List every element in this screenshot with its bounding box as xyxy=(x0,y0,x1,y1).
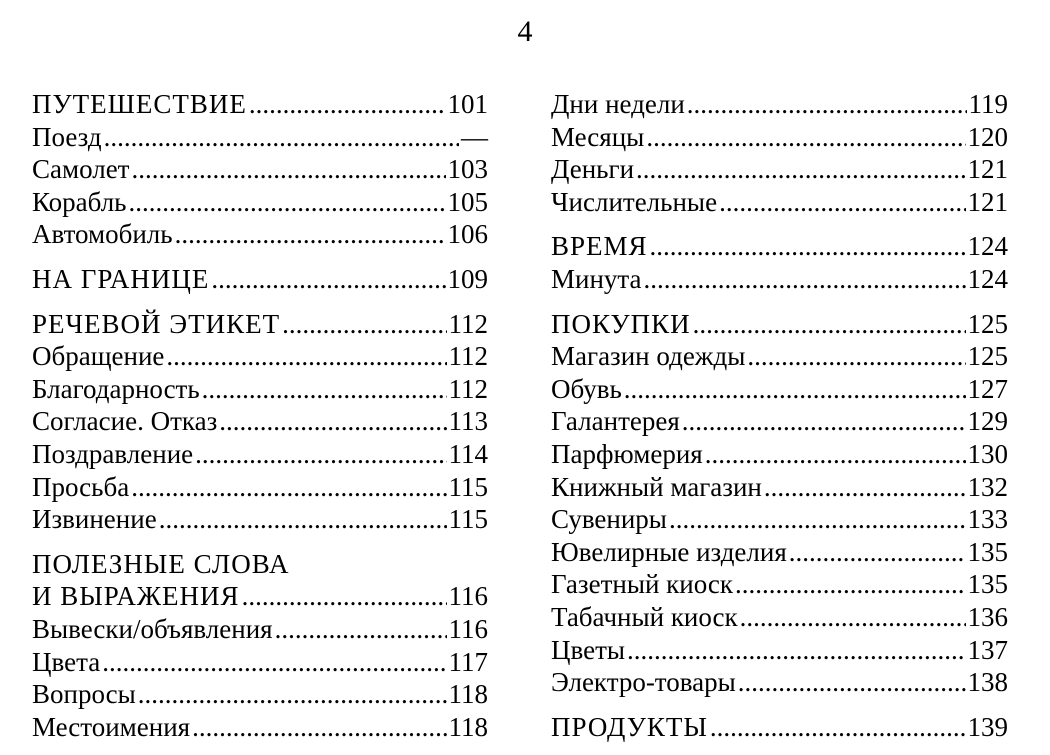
toc-entry-title: РЕЧЕВОЙ ЭТИКЕТ xyxy=(32,308,281,339)
toc-entry-page: 135 xyxy=(967,536,1008,567)
toc-entry xyxy=(32,405,488,438)
toc-entry-title: Корабль xyxy=(32,186,127,217)
toc-entry-title: ПУТЕШЕСТВИЕ xyxy=(32,89,247,119)
toc-left-column xyxy=(32,88,488,743)
toc-entry-title: Деньги xyxy=(551,154,635,185)
toc-entry-title: Вопросы xyxy=(32,679,136,710)
toc-entry-page: 132 xyxy=(967,471,1008,502)
toc-entry-title: И ВЫРАЖЕНИЯ xyxy=(32,581,240,612)
toc-section-heading xyxy=(32,88,488,121)
dot-leader xyxy=(687,88,967,121)
dot-leader xyxy=(282,308,446,341)
toc-section-heading xyxy=(551,308,1008,341)
toc-entry-page: 139 xyxy=(967,711,1008,742)
toc-entry-page: 113 xyxy=(448,406,488,437)
dot-leader xyxy=(646,121,965,154)
toc-entry-page: 112 xyxy=(448,373,488,404)
toc-entry xyxy=(551,568,1008,601)
toc-entry-title: Обращение xyxy=(32,341,165,372)
dot-leader xyxy=(705,438,966,471)
toc-entry-page: 112 xyxy=(448,341,488,372)
dot-leader xyxy=(710,711,966,744)
toc-entry xyxy=(551,471,1008,504)
dot-leader xyxy=(175,218,446,251)
dot-leader xyxy=(650,230,966,263)
toc-entry xyxy=(551,340,1008,373)
toc-entry xyxy=(32,503,488,536)
toc-entry xyxy=(551,503,1008,536)
dot-leader xyxy=(131,471,446,504)
toc-heading-line2 xyxy=(32,580,488,613)
toc-entry xyxy=(551,153,1008,186)
toc-entry-page: 103 xyxy=(447,154,488,185)
dot-leader xyxy=(195,438,446,471)
toc-entry xyxy=(551,634,1008,667)
toc-entry xyxy=(32,471,488,504)
toc-entry xyxy=(551,263,1008,296)
toc-entry-title: НА ГРАНИЦЕ xyxy=(32,263,210,294)
dot-leader xyxy=(275,613,447,646)
toc-section-heading xyxy=(32,263,488,296)
toc-entry xyxy=(32,438,488,471)
toc-entry-title: Дни недели xyxy=(551,89,685,119)
dot-leader xyxy=(624,373,966,406)
toc-entry-title: Книжный магазин xyxy=(551,471,762,502)
toc-entry-page: 137 xyxy=(967,634,1008,665)
toc-entry-page: 130 xyxy=(967,438,1008,469)
toc-entry-page: 115 xyxy=(448,471,488,502)
toc-entry-title: Парфюмерия xyxy=(551,438,703,469)
dot-leader xyxy=(740,601,966,634)
toc-entry-title: Поезд xyxy=(32,121,102,152)
toc-entry-title: Местоимения xyxy=(32,711,191,742)
toc-entry-title: Цветы xyxy=(551,634,626,665)
dot-leader xyxy=(166,340,446,373)
dot-leader xyxy=(636,153,965,186)
toc-entry xyxy=(551,666,1008,699)
toc-entry-page: 101 xyxy=(447,89,488,119)
toc-entry-page: 135 xyxy=(967,569,1008,600)
toc-heading-line1: ПОЛЕЗНЫЕ СЛОВА xyxy=(32,548,290,579)
toc-section-heading xyxy=(551,711,1008,744)
dot-leader xyxy=(249,88,446,121)
toc-entry xyxy=(551,405,1008,438)
toc-entry-page: 138 xyxy=(967,667,1008,698)
toc-entry-page: — xyxy=(461,121,488,152)
toc-entry-title: Просьба xyxy=(32,471,130,502)
toc-entry-title: Электро-товары xyxy=(551,667,736,698)
dot-leader xyxy=(644,263,966,296)
toc-entry-page: 125 xyxy=(967,308,1008,339)
toc-entry-page: 125 xyxy=(967,341,1008,372)
dot-leader xyxy=(747,340,965,373)
toc-entry xyxy=(32,646,488,679)
dot-leader xyxy=(735,568,966,601)
toc-entry xyxy=(551,373,1008,406)
toc-entry-page: 120 xyxy=(967,121,1008,152)
dot-leader xyxy=(219,405,446,438)
toc-entry-title: Благодарность xyxy=(32,373,200,404)
dot-leader xyxy=(202,373,447,406)
toc-entry-page: 114 xyxy=(448,438,488,469)
dot-leader xyxy=(192,711,446,744)
toc-entry-page: 112 xyxy=(448,308,488,339)
toc-entry-title: Самолет xyxy=(32,154,130,185)
dot-leader xyxy=(102,646,446,679)
toc-entry-page: 117 xyxy=(448,646,488,677)
toc-entry-page: 121 xyxy=(967,186,1008,217)
toc-right-column xyxy=(551,88,1008,743)
toc-entry-page: 106 xyxy=(447,219,488,250)
toc-entry-title: ПОКУПКИ xyxy=(551,308,691,339)
toc-entry-page: 118 xyxy=(448,711,488,742)
toc-entry xyxy=(32,678,488,711)
toc-entry-page: 116 xyxy=(448,581,488,612)
toc-entry-title: Обувь xyxy=(551,373,622,404)
toc-entry-page: 116 xyxy=(448,613,488,644)
dot-leader xyxy=(764,471,966,504)
toc-entry xyxy=(32,340,488,373)
toc-entry xyxy=(551,121,1008,154)
toc-entry xyxy=(551,186,1008,219)
toc-entry-title: Газетный киоск xyxy=(551,569,733,600)
dot-leader xyxy=(131,153,445,186)
toc-entry-title: Минута xyxy=(551,263,642,294)
toc-entry-title: Согласие. Отказ xyxy=(32,406,218,437)
dot-leader xyxy=(693,308,966,341)
dot-leader xyxy=(129,186,446,219)
dot-leader xyxy=(738,666,966,699)
toc-entry-title: ПРОДУКТЫ xyxy=(551,711,708,742)
dot-leader xyxy=(104,121,459,154)
toc-entry xyxy=(32,711,488,744)
toc-entry-page: 119 xyxy=(968,89,1008,119)
toc-entry-title: ВРЕМЯ xyxy=(551,231,648,262)
toc-entry-page: 124 xyxy=(967,231,1008,262)
dot-leader xyxy=(627,634,965,667)
toc-entry-page: 133 xyxy=(967,504,1008,535)
toc-entry xyxy=(32,121,488,154)
page-number: 4 xyxy=(517,15,533,48)
toc-entry-title: Магазин одежды xyxy=(551,341,746,372)
toc-entry xyxy=(551,88,1008,121)
dot-leader xyxy=(669,503,966,536)
toc-entry-title: Цвета xyxy=(32,646,101,677)
toc-entry xyxy=(32,613,488,646)
toc-entry xyxy=(32,186,488,219)
toc-entry-page: 105 xyxy=(447,186,488,217)
toc-entry xyxy=(32,373,488,406)
toc-section-heading xyxy=(551,230,1008,263)
toc-entry xyxy=(551,438,1008,471)
toc-entry-page: 136 xyxy=(967,601,1008,632)
toc-entry-title: Месяцы xyxy=(551,121,645,152)
toc-entry-title: Галантерея xyxy=(551,406,680,437)
toc-entry-title: Извинение xyxy=(32,504,157,535)
dot-leader xyxy=(719,186,965,219)
toc-entry-page: 121 xyxy=(967,154,1008,185)
toc-entry xyxy=(32,153,488,186)
dot-leader xyxy=(138,678,447,711)
toc-entry-page: 127 xyxy=(967,373,1008,404)
toc-entry-title: Поздравление xyxy=(32,438,194,469)
toc-entry xyxy=(551,536,1008,569)
toc-entry-title: Вывески/объявления xyxy=(32,613,273,644)
dot-leader xyxy=(682,405,966,438)
toc-section-heading xyxy=(32,548,488,613)
toc-entry-page: 129 xyxy=(967,406,1008,437)
toc-entry-title: Табачный киоск xyxy=(551,601,738,632)
toc-entry-title: Сувениры xyxy=(551,504,667,535)
dot-leader xyxy=(159,503,447,536)
dot-leader xyxy=(789,536,966,569)
toc-entry-title: Ювелирные изделия xyxy=(551,536,787,567)
toc-entry-page: 118 xyxy=(448,679,488,710)
toc-entry-title: Автомобиль xyxy=(32,219,173,250)
toc-entry-page: 109 xyxy=(447,263,488,294)
toc-entry-page: 115 xyxy=(448,504,488,535)
toc-entry xyxy=(32,218,488,251)
dot-leader xyxy=(242,580,447,613)
toc-entry-page: 124 xyxy=(967,263,1008,294)
toc-entry xyxy=(551,601,1008,634)
toc-section-heading xyxy=(32,308,488,341)
dot-leader xyxy=(211,263,445,296)
toc-entry-title: Числительные xyxy=(551,186,718,217)
